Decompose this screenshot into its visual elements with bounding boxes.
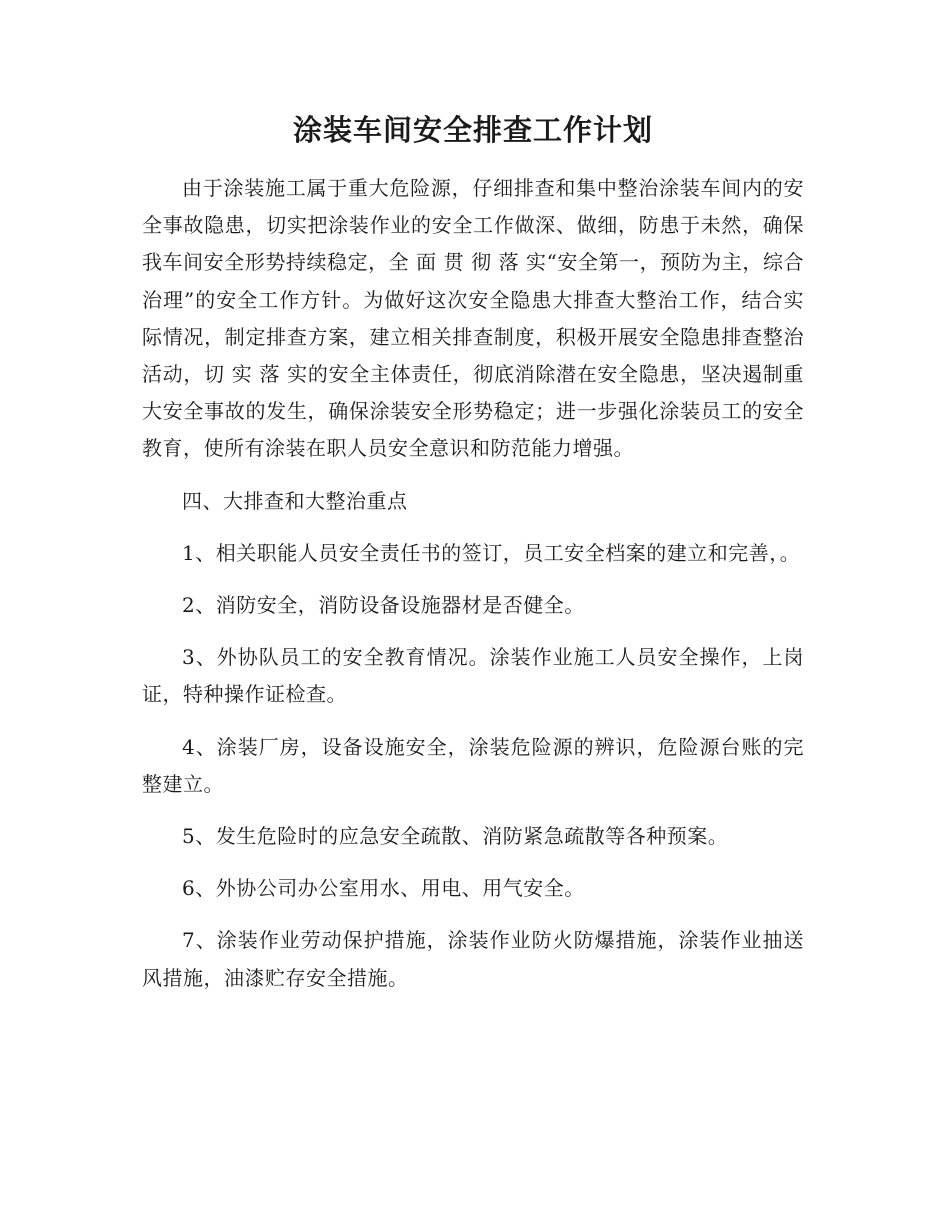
list-item: 3、外协队员工的安全教育情况。涂装作业施工人员安全操作，上岗证，特种操作证检查。 xyxy=(142,645,804,707)
list-item: 4、涂装厂房，设备设施安全，涂装危险源的辨识，危险源台账的完整建立。 xyxy=(142,734,804,796)
list-item: 1、相关职能人员安全责任书的签订，员工安全档案的建立和完善，。 xyxy=(182,540,801,565)
document-title: 涂装车间安全排查工作计划 xyxy=(292,113,653,147)
intro-paragraph: 由于涂装施工属于重大危险源，仔细排查和集中整治涂装车间内的安全事故隐患，切实把涂装作业的安全工作做深、做细，防患于未然，确保我车间安全形势持续稳定，全 面 贯 彻 落 实“安全第一，预防为主，综合治理”的安全工作方针。为做好这次安全隐患大排查大整治工作，结合实际情况，制定排查方案，建立相关排查制度，积极开展安全隐患排查整治活动，切 实 落 实的安全主体责任，彻底消除潜在安全隐患，坚决遏制重大安全事故的发生，确保涂装安全形势稳定；进一步强化涂装员工的安全教育，使所有涂装在职人员安全意识和防范能力增强。 xyxy=(142,176,804,461)
list-item: 7、涂装作业劳动保护措施，涂装作业防火防爆措施，涂装作业抽送风措施，油漆贮存安全措施。 xyxy=(142,928,804,990)
list-item: 6、外协公司办公室用水、用电、用气安全。 xyxy=(182,876,585,901)
list-item: 2、消防安全，消防设备设施器材是否健全。 xyxy=(182,593,585,618)
document-page xyxy=(142,110,804,997)
section-heading: 四、大排查和大整治重点 xyxy=(182,488,408,513)
list-item: 5、发生危险时的应急安全疏散、消防紧急疏散等各种预案。 xyxy=(182,824,729,849)
